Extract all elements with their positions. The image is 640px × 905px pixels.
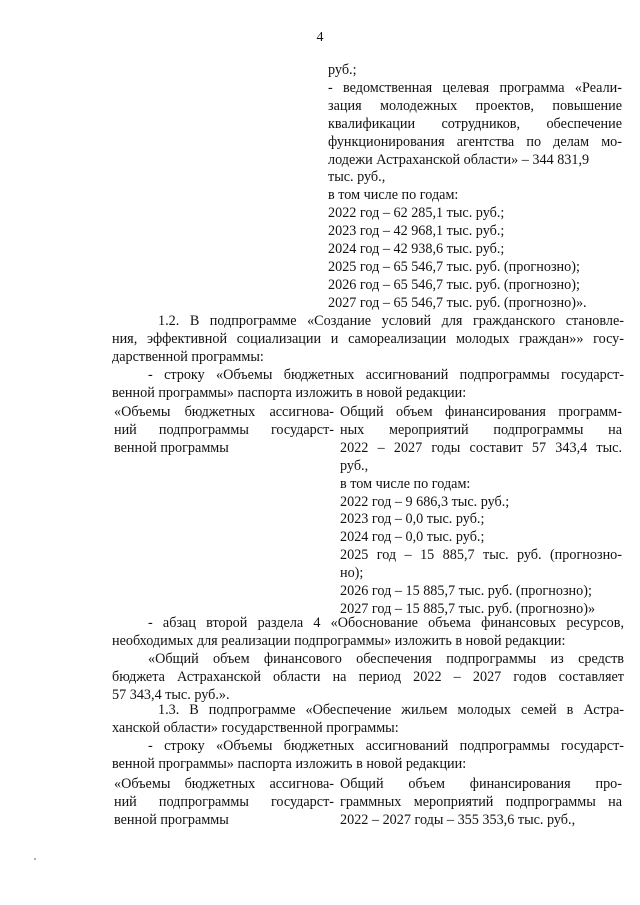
text-line: 2022 год – 62 285,1 тыс. руб.; [328,205,505,222]
text-line: Общий объем финансирования про- [340,776,622,792]
text-line: «Общий объем финансового обеспечения подпрограммы из средств [148,650,624,667]
section-1-2 [112,313,624,403]
text-line: венной программы [114,811,229,828]
text-line: 1.3. В подпрограмме «Обеспечение жильем молодых семей в Астра- [158,702,624,718]
text-line: в том числе по годам: [340,475,471,492]
text-line: 2022 – 2027 годы – 355 353,6 тыс. руб., [340,811,576,828]
section-4-amendment [112,615,624,705]
text-line: ханской области» государственной программы: [112,719,399,736]
subprogram-funding-continuation [328,62,622,313]
text-line: ных мероприятий подпрограммы на [340,421,622,438]
text-line: 2026 год – 65 546,7 тыс. руб. (прогнозно); [328,276,580,293]
text-line: лодежи Астраханской области» – 344 831,9 [328,151,590,168]
text-line: граммных мероприятий подпрограммы на [340,793,622,810]
text-line: функционирования агентства по делам мо- [328,133,622,150]
text-line: руб.; [328,62,357,78]
text-line: венной программы» паспорта изложить в новой редакции: [112,384,467,401]
text-line: 2024 год – 0,0 тыс. руб.; [340,529,485,546]
text-line: 2022 – 2027 годы составит 57 343,4 тыс. [340,439,622,456]
table1-left-cell [114,404,334,458]
text-line: зация молодежных проектов, повышение [328,97,622,114]
text-line: 2025 год – 65 546,7 тыс. руб. (прогнозно); [328,258,580,275]
text-line: необходимых для реализации подпрограммы» изложить в новой редакции: [112,632,566,649]
text-line: 57 343,4 тыс. руб.». [112,686,230,703]
text-line: 2025 год – 15 885,7 тыс. руб. (прогнозно- [340,547,622,564]
text-line: Общий объем финансирования программ- [340,404,622,420]
text-line: 2026 год – 15 885,7 тыс. руб. (прогнозно); [340,583,592,600]
text-line: бюджета Астраханской области на период 2022 – 2027 годов составляет [112,668,624,685]
text-line: «Объемы бюджетных ассигнова- [114,776,334,792]
text-line: - строку «Объемы бюджетных ассигнований подпрограммы государст- [148,737,624,754]
scan-speck [34,858,36,860]
section-1-3 [112,702,624,774]
text-line: 2027 год – 15 885,7 тыс. руб. (прогнозно)» [340,600,596,617]
text-line: венной программы» паспорта изложить в новой редакции: [112,755,467,772]
text-line: ния, эффективной социализации и самореализации молодых граждан»» госу- [112,330,624,347]
text-line: 2027 год – 65 546,7 тыс. руб. (прогнозно)». [328,294,587,311]
text-line: но); [340,565,364,582]
text-line: ний подпрограммы государст- [114,793,334,810]
text-line: «Объемы бюджетных ассигнова- [114,404,334,420]
text-line: тыс. руб., [328,169,386,186]
text-line: квалификации сотрудников, обеспечение [328,115,622,132]
text-line: 2023 год – 42 968,1 тыс. руб.; [328,223,505,240]
table2-left-cell [114,776,334,830]
text-line: венной программы [114,439,229,456]
text-line: - абзац второй раздела 4 «Обоснование объема финансовых ресурсов, [148,615,624,631]
text-line: 2022 год – 9 686,3 тыс. руб.; [340,493,510,510]
table2-right-cell [340,776,622,830]
text-line: в том числе по годам: [328,187,459,204]
text-line: 1.2. В подпрограмме «Создание условий для гражданского становле- [158,313,624,329]
text-line: ний подпрограммы государст- [114,421,334,438]
text-line: - строку «Объемы бюджетных ассигнований подпрограммы государст- [148,366,624,383]
text-line: руб., [340,457,369,474]
text-line: 2024 год – 42 938,6 тыс. руб.; [328,241,505,258]
text-line: дарственной программы: [112,348,264,365]
table1-right-cell [340,404,622,619]
text-line: - ведомственная целевая программа «Реали- [328,79,622,96]
page-number: 4 [316,30,324,45]
text-line: 2023 год – 0,0 тыс. руб.; [340,511,485,528]
